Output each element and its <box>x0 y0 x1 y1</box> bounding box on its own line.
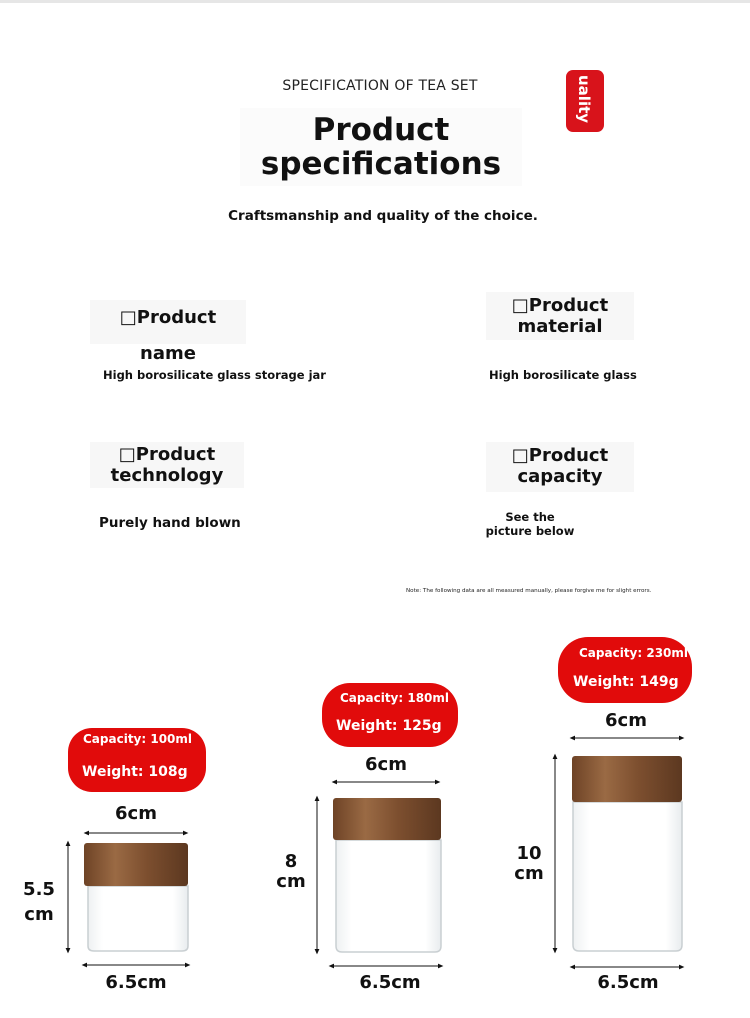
jar-2-lid <box>333 798 441 840</box>
spec-heading-name-text: □Product name <box>119 307 217 364</box>
jar-2-bottom-width: 6.5cm <box>359 972 421 993</box>
jar-2-height-value: 8 <box>284 851 298 872</box>
jar-1-glass-body <box>88 886 188 951</box>
section-kicker: SPECIFICATION OF TEA SET <box>282 78 478 94</box>
jar-1 <box>68 833 188 965</box>
jar-1-lid-width: 6cm <box>115 803 157 824</box>
jar-2-weight: Weight: 125g <box>336 718 442 734</box>
jar-2 <box>317 782 441 966</box>
page-subtitle: Craftsmanship and quality of the choice. <box>228 208 538 224</box>
spec-heading-material-line2: material <box>517 316 603 337</box>
spec-heading-technology-line2: technology <box>110 465 224 486</box>
spec-heading-capacity-line2: capacity <box>517 466 603 487</box>
jar-2-glass-body <box>336 840 441 952</box>
spec-heading-capacity-line1: □Product <box>511 445 609 466</box>
jar-3-height-unit: cm <box>514 863 544 884</box>
seal-text: uality <box>575 75 593 124</box>
spec-heading-technology-line1: □Product <box>118 444 216 465</box>
spec-heading-material-line1: □Product <box>511 295 609 316</box>
spec-value-technology: Purely hand blown <box>99 515 241 531</box>
spec-value-name: High borosilicate glass storage jar <box>103 368 326 382</box>
jar-3 <box>555 738 682 967</box>
jar-3-capacity: Capacity: 230ml <box>579 646 689 660</box>
jar-1-weight: Weight: 108g <box>82 764 188 780</box>
jar-3-height <box>510 844 548 884</box>
jar-2-capacity: Capacity: 180ml <box>340 691 450 705</box>
jar-2-lid-width: 6cm <box>365 754 407 775</box>
measurement-note: Note: The following data are all measured manually, please forgive me for slight errors. <box>406 588 652 594</box>
jar-2-height-unit: cm <box>276 871 306 892</box>
title-line-2: specifications <box>260 146 502 182</box>
spec-value-material: High borosilicate glass <box>489 368 637 382</box>
jar-1-height <box>20 880 58 925</box>
jar-3-glass-body <box>573 802 682 951</box>
jar-1-capacity: Capacity: 100ml <box>83 732 193 746</box>
spec-value-capacity-line2: picture below <box>485 524 575 538</box>
jar-1-bottom-width: 6.5cm <box>105 972 167 993</box>
jar-3-height-value: 10 <box>516 843 542 864</box>
jar-1-height-unit: cm <box>24 904 54 925</box>
jar-1-height-value: 5.5 <box>23 879 55 900</box>
title-line-1: Product <box>312 112 450 148</box>
jar-2-height <box>272 852 310 892</box>
jar-3-lid <box>572 756 682 802</box>
jar-3-weight: Weight: 149g <box>573 674 679 690</box>
jar-1-lid <box>84 843 188 886</box>
jar-3-bottom-width: 6.5cm <box>597 972 659 993</box>
jar-3-lid-width: 6cm <box>605 710 647 731</box>
spec-value-capacity-line1: See the <box>505 510 555 524</box>
